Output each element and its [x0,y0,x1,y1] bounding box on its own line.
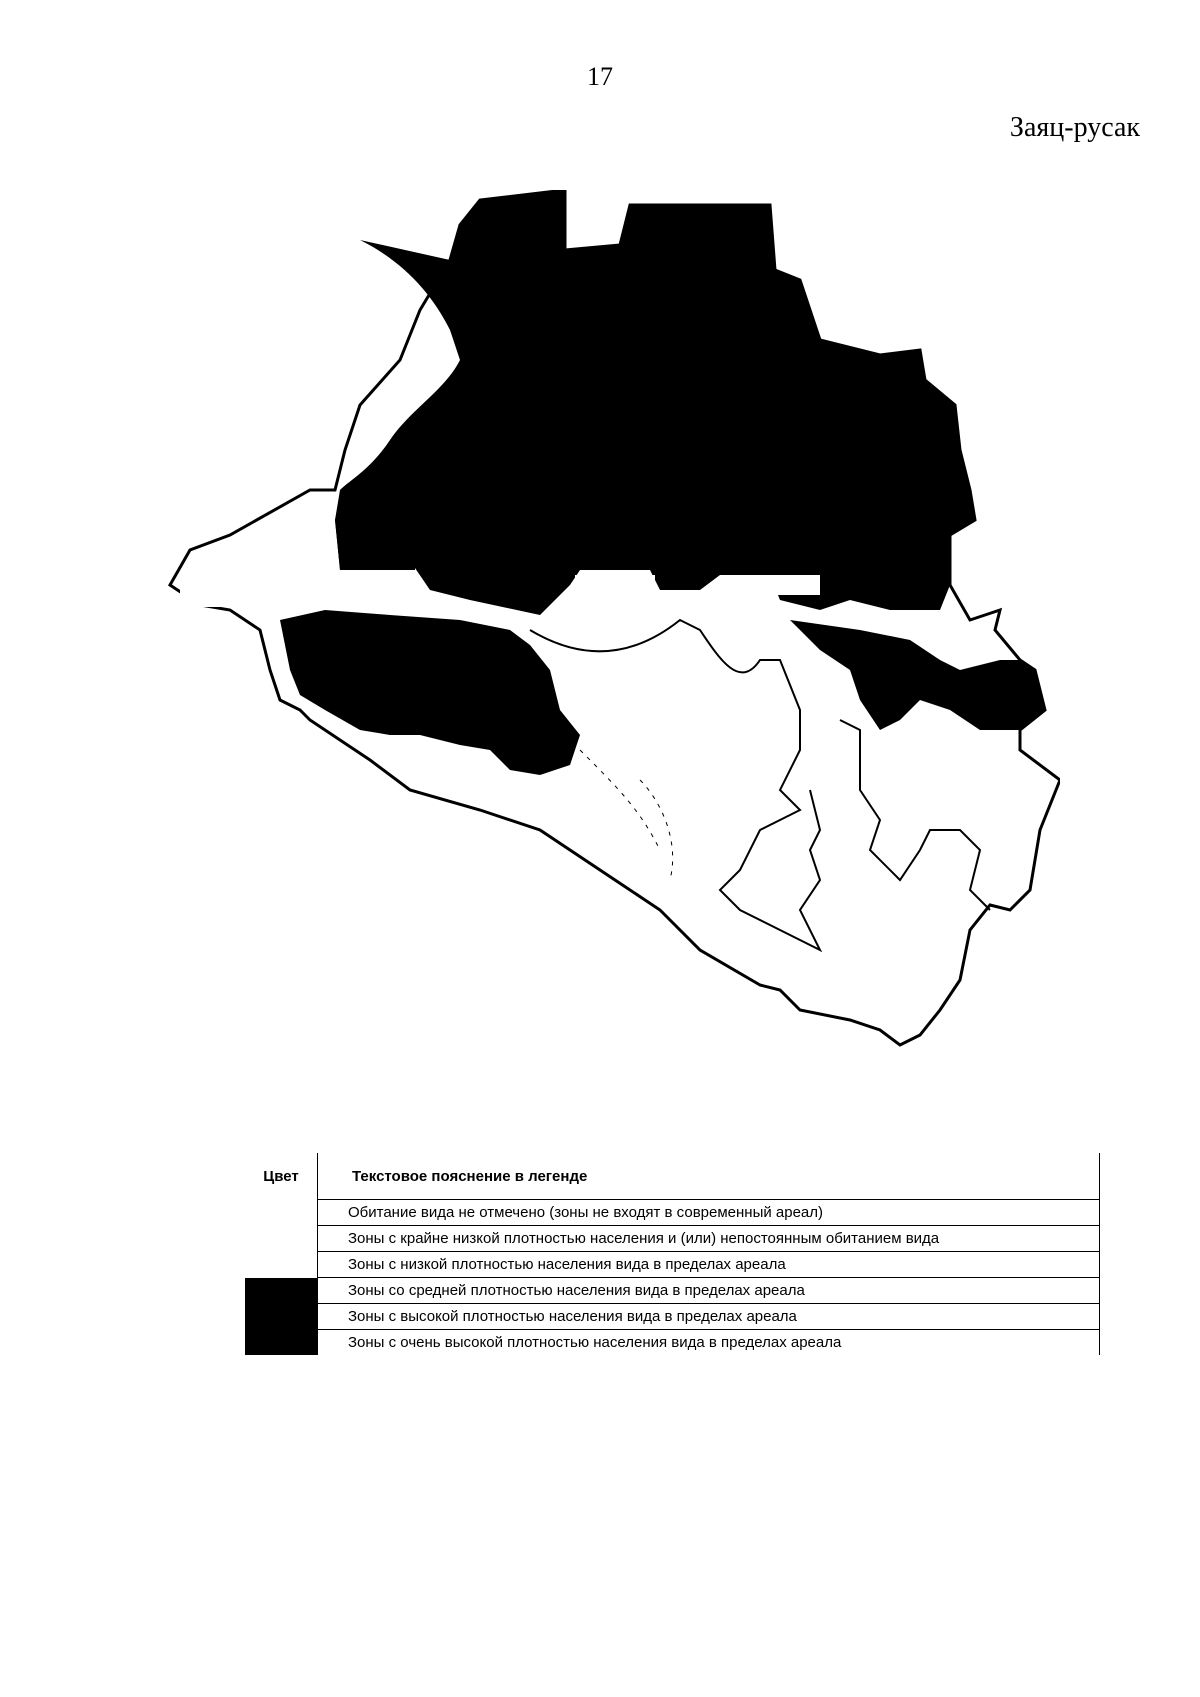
zone-high-density-north [335,190,975,615]
legend-row [245,1252,1100,1278]
legend-row [245,1330,1100,1356]
legend-header-text: Текстовое пояснение в легенде [318,1153,1101,1200]
legend-swatch-very-high [245,1330,318,1356]
legend-row [245,1304,1100,1330]
legend-header-color: Цвет [245,1153,318,1200]
legend-text: Обитание вида не отмечено (зоны не входят в современный ареал) [318,1200,1101,1226]
legend-swatch-medium [245,1278,318,1304]
legend-row [245,1226,1100,1252]
page-number: 17 [587,62,613,91]
legend-text: Зоны с высокой плотностью населения вида в пределах ареала [318,1304,1101,1330]
legend-text: Зоны с очень высокой плотностью населения вида в пределах ареала [348,1334,842,1351]
zone-absent-gap-2 [770,575,820,595]
legend-frame [1099,1153,1100,1355]
legend-swatch-very-low [245,1226,318,1252]
legend-table [245,1153,1100,1355]
legend-swatch-low [245,1252,318,1278]
legend-text: Зоны с низкой плотностью населения вида в пределах ареала [318,1252,1101,1278]
legend-row [245,1278,1100,1304]
legend-row [245,1200,1100,1226]
species-title: Заяц-русак [1009,112,1140,143]
legend-swatch-absent [245,1200,318,1226]
zone-absent-strip [180,575,420,607]
range-map [160,190,1060,1050]
legend-swatch-high [245,1304,318,1330]
legend-text: Зоны со средней плотностью населения вида в пределах ареала [318,1278,1101,1304]
legend-text: Зоны с крайне низкой плотностью населения и (или) непостоянным обитанием вида [318,1226,1101,1252]
zone-absent-gap [575,575,655,605]
legend [245,1153,1100,1355]
